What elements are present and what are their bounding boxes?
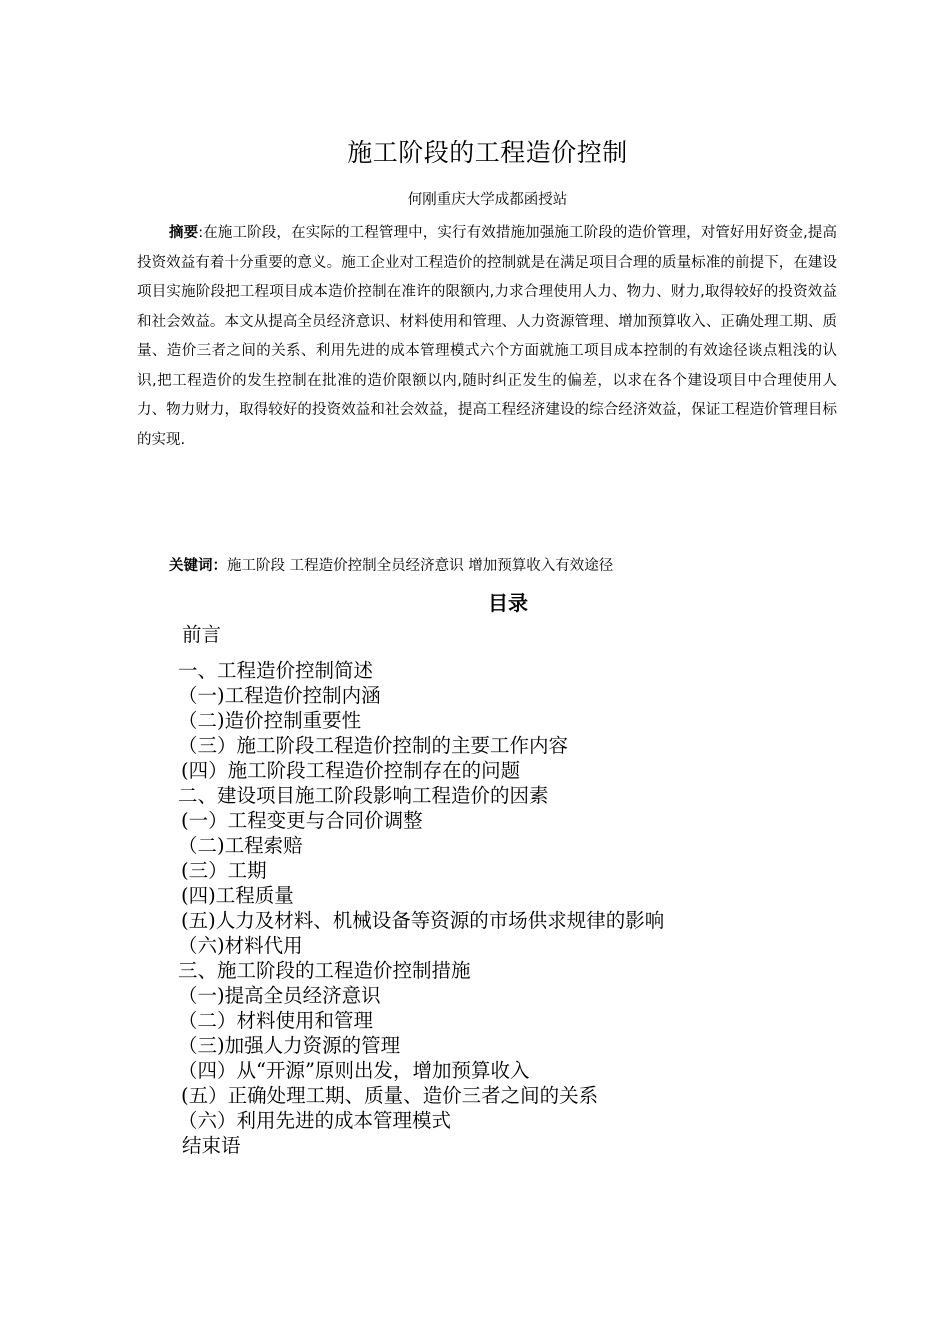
toc-item: （三)加强人力资源的管理	[178, 1034, 401, 1057]
toc-item: （一)提高全员经济意识	[178, 984, 381, 1007]
abstract-text: :在施工阶段，在实际的工程管理中，实行有效措施加强施工阶段的造价管理，对管好用好资金,提高投资效益有着十分重要的意义。施工企业对工程造价的控制就是在满足项目合理的质量标准的前提下，在建设项目实施阶段把工程项目成本造价控制在准许的限额内,力求合理使用人力、物力、财力,取得较好的投资效益和社会效益。本文从提高全员经济意识、材料使用和管理、人力资源管理、增加预算收入、正确处理工期、质量、造价三者之间的关系、利用先进的成本管理模式六个方面就施工项目成本控制的有效途径谈点粗浅的认识,把工程造价的发生控制在批准的造价限额以内,随时纠正发生的偏差，以求在各个建设项目中合理使用人力、物力财力，取得较好的投资效益和社会效益，提高工程经济建设的综合经济效益，保证工程造价管理目标的实现.	[137, 225, 837, 448]
document-title: 施工阶段的工程造价控制	[347, 138, 628, 167]
toc-item: （六)材料代用	[178, 934, 303, 957]
toc-item: 三、施工阶段的工程造价控制措施	[178, 959, 471, 982]
keywords-label: 关键词：	[169, 558, 227, 574]
toc-item: (五）正确处理工期、质量、造价三者之间的关系	[181, 1084, 599, 1107]
abstract-paragraph	[137, 219, 837, 455]
toc-item: （一)工程造价控制内涵	[178, 684, 381, 707]
toc-title: 目录	[488, 591, 528, 615]
author-line: 何刚重庆大学成都函授站	[407, 192, 568, 208]
keywords-line	[169, 554, 849, 575]
toc-item: （四）从“开源”原则出发，增加预算收入	[178, 1059, 530, 1082]
toc-item: (五)人力及材料、机械设备等资源的市场供求规律的影响	[181, 909, 665, 932]
toc-item: (四）施工阶段工程造价控制存在的问题	[181, 759, 521, 782]
toc-item: （二)造价控制重要性	[178, 709, 362, 732]
abstract-label: 摘要	[169, 225, 199, 241]
keywords-text: 施工阶段 工程造价控制全员经济意识 增加预算收入有效途径	[227, 558, 614, 574]
toc-item: 结束语	[182, 1134, 241, 1157]
toc-item: （二)工程索赔	[178, 834, 303, 857]
toc-item: （二）材料使用和管理	[178, 1009, 374, 1032]
toc-item: （三）施工阶段工程造价控制的主要工作内容	[178, 734, 569, 757]
toc-item: (三）工期	[181, 859, 267, 882]
toc-item: 前言	[182, 623, 222, 646]
table-of-contents	[178, 622, 778, 1158]
toc-item: (四)工程质量	[181, 884, 294, 907]
toc-item: (一）工程变更与合同价调整	[181, 809, 423, 832]
toc-item: 二、建设项目施工阶段影响工程造价的因素	[178, 784, 549, 807]
toc-item: 一、工程造价控制简述	[178, 659, 374, 682]
toc-item: （六）利用先进的成本管理模式	[178, 1109, 452, 1132]
